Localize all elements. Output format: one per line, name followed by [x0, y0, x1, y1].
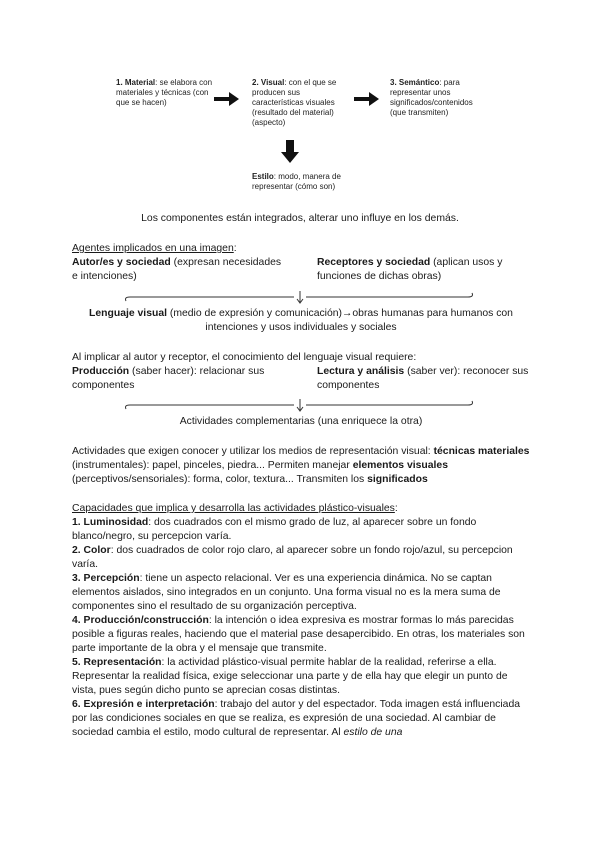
act-t2: (instrumentales): papel, pinceles, piedra... Permiten manejar	[72, 460, 353, 471]
act-b2: elementos visuales	[352, 460, 448, 471]
complementary-activities: Actividades complementarias (una enriquece la otra)	[179, 416, 423, 427]
act-t1: Actividades que exigen conocer y utilizar los medios de representación visual:	[72, 446, 434, 457]
capacity-bold: 3. Percepción	[72, 573, 140, 584]
lang-bold: Lenguaje visual	[89, 308, 167, 319]
box-text: : se elabora con materiales y técnicas (con que se hacen)	[116, 78, 213, 107]
box-title: 1. Material	[116, 78, 156, 87]
arrow-right-icon	[214, 92, 240, 106]
read-bold: Lectura y análisis	[317, 366, 405, 377]
capacity-item	[72, 572, 534, 614]
diagram-caption: Los componentes están integrados, alterar uno influye en los demás.	[141, 213, 459, 224]
capacity-bold: 4. Producción/construcción	[72, 615, 209, 626]
receptor-block	[317, 256, 532, 284]
capacity-bold: 2. Color	[72, 545, 111, 556]
box-title: 3. Semántico	[390, 78, 440, 87]
diagram-box-visual	[252, 78, 352, 128]
capacity-item	[72, 614, 534, 656]
capacity-text: : trabajo del autor y del espectador. Toda imagen está influenciada por las condiciones sociales en que se realiza, es expresión de una sociedad. Al cambiar de sociedad cambia el estilo, modo cultural de representar. Al	[72, 699, 521, 738]
prod-bold: Producción	[72, 366, 130, 377]
capacity-bold: 5. Representación	[72, 657, 162, 668]
capacity-item	[72, 698, 534, 740]
capacity-italic: estilo de una	[343, 727, 403, 738]
act-b1: técnicas materiales	[433, 446, 530, 457]
prod-text: (saber hacer): relacionar sus componentes	[72, 366, 265, 391]
bracket-connector	[120, 397, 480, 413]
production-block	[72, 365, 292, 393]
reading-block	[317, 365, 537, 393]
agents-heading-text: Agentes implicados en una imagen	[72, 243, 234, 254]
capacity-item	[72, 516, 534, 544]
box-title: Estilo	[252, 172, 274, 181]
act-b3: significados	[367, 474, 428, 485]
capacities-heading-colon: :	[394, 503, 398, 514]
capacity-bold: 6. Expresión e interpretación	[72, 699, 215, 710]
box-title: 2. Visual	[252, 78, 285, 87]
receptor-bold: Receptores y sociedad	[317, 257, 431, 268]
diagram-box-estilo	[252, 172, 342, 192]
box-text: : con el que se producen sus características visuales (resultado del material) (aspecto)	[252, 78, 337, 127]
box-text: : modo, manera de representar (cómo son)	[252, 172, 341, 191]
capacity-text: : tiene un aspecto relacional. Ver es una experiencia dinámica. No se captan elementos aislados, sino integrados en un conjunto. Una forma visual no es la mera suma de componentes sino el resultado de su organización perceptiva.	[72, 573, 501, 612]
receptor-text: (aplican usos y funciones de dichas obras)	[317, 257, 503, 282]
capacity-text: : dos cuadrados de color rojo claro, al aparecer sobre un fondo rojo/azul, su percepcion varía.	[72, 545, 513, 570]
capacity-item	[72, 544, 534, 572]
capacities-heading	[72, 502, 534, 516]
capacities-heading-text: Capacidades que implica y desarrolla las actividades plástico-visuales	[72, 503, 395, 514]
knowledge-intro: Al implicar al autor y receptor, el conocimiento del lenguaje visual requiere:	[72, 352, 417, 363]
capacity-text: : la intención o idea expresiva es mostrar formas lo más parecidas posible a figuras reales, haciendo que el material pase desapercibido. En otras, los materiales son parte importante de la obra y el mensaje que transmite.	[72, 615, 525, 654]
capacities-section	[72, 502, 534, 740]
author-text: (expresan necesidades e intenciones)	[72, 257, 282, 282]
capacity-text: : dos cuadrados con el mismo grado de luz, al aparecer sobre un fondo blanco/negro, su percepcion varía.	[72, 517, 477, 542]
agents-heading-colon: :	[233, 243, 237, 254]
act-t3: (perceptivos/sensoriales): forma, color, textura... Transmiten los	[72, 474, 368, 485]
diagram-box-semantico	[390, 78, 490, 118]
arrow-down-icon	[281, 140, 299, 164]
diagram-box-material	[116, 78, 216, 108]
activities-paragraph	[72, 445, 534, 487]
capacity-item	[72, 656, 534, 698]
author-block	[72, 256, 282, 284]
bracket-connector	[120, 289, 480, 305]
capacity-bold: 1. Luminosidad	[72, 517, 149, 528]
agents-heading	[72, 242, 532, 256]
lenguaje-visual-block	[70, 307, 532, 335]
capacity-text: : la actividad plástico-visual permite hablar de la realidad, referirse a ella. Representar la realidad física, exige seleccionar una parte y de ella hay que elegir un punto de vista, pues según dicho punto se aprecian cosas distintas.	[72, 657, 508, 696]
read-text: (saber ver): reconocer sus componentes	[317, 366, 529, 391]
lang-text: (medio de expresión y comunicación)→obras humanas para humanos con intenciones y usos individuales y sociales	[167, 308, 513, 333]
author-bold: Autor/es y sociedad	[72, 257, 171, 268]
box-text: : para representar unos significados/contenidos (que transmiten)	[390, 78, 473, 117]
arrow-right-icon	[354, 92, 380, 106]
